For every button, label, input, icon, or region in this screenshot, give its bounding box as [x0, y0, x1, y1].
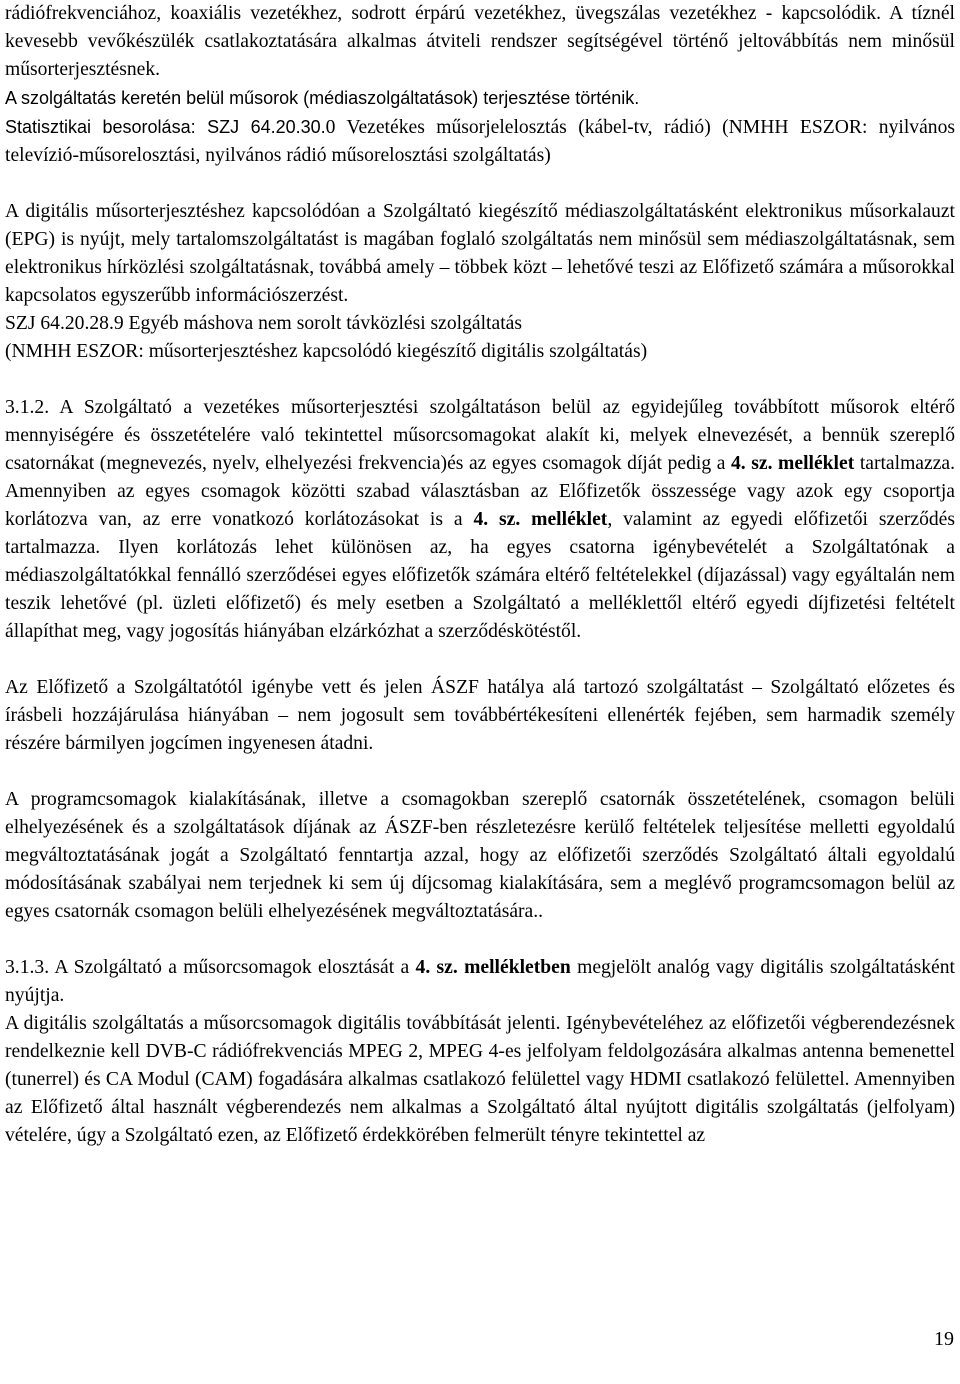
- intro-service-line: A szolgáltatás keretén belül műsorok (médiaszolgáltatások) terjesztése történik.: [5, 88, 640, 108]
- s312-text-1: 3.1.2. A Szolgáltató a vezetékes műsorterjesztési szolgáltatáson belül az egyidejűleg továbbított műsorok eltérő mennyiségére és összetételére való tekintettel műsorcsomagokat alakít ki, melyek elnevezését, a bennük szereplő csatornákat (megnevezés, nyelv, elhelyezési frekvencia)és az egyes csomagok díját pedig a: [5, 397, 955, 474]
- spacer: [5, 758, 955, 786]
- s312-text-3: , valamint az egyedi előfizetői szerződés tartalmazza. Ilyen korlátozás lehet különösen az, ha egyes csatorna igénybevételét a Szolgáltatónak a médiaszolgáltatókkal fennálló szerződései egyes előfizetők számára eltérő feltételekkel (díjazással) vagy egyáltalán nem teszik lehetővé (pl. üzleti előfizető) és mely esetben a Szolgáltató a melléklettől eltérő egyedi díjfizetési feltételt állapíthat meg, vagy jogosítás hiányában elzárkózhat a szerződéskötéstől.: [5, 509, 955, 642]
- spacer: [5, 646, 955, 674]
- page-number: 19: [934, 1328, 954, 1350]
- spacer: [5, 366, 955, 394]
- paragraph-3-1-3: [5, 954, 955, 1150]
- intro-text: rádiófrekvenciához, koaxiális vezetékhez, sodrott érpárú vezetékhez, üvegszálas vezetékhez - kapcsolódik. A tíznél kevesebb vevőkészülék csatlakoztatására alkalmas átviteli rendszer segítségével történő jeltovábbítás nem minősül műsorterjesztésnek.: [5, 3, 955, 80]
- epg-eszor: (NMHH ESZOR: műsorterjesztéshez kapcsolódó kiegészítő digitális szolgáltatás): [5, 341, 648, 362]
- s313-text-3: A digitális szolgáltatás a műsorcsomagok digitális továbbítását jelenti. Igénybevételéhez az előfizetői végberendezésnek rendelkeznie kell DVB-C rádiófrekvenciás MPEG 2, MPEG 4-es jelfolyam feldolgozására alkalmas antenna bemenettel (tunerrel) és CA Modul (CAM) fogadására alkalmas csatlakozó felülettel vagy HDMI csatlakozó felülettel. Amennyiben az Előfizető által használt végberendezés nem alkalmas a Szolgáltató által nyújtott digitális szolgáltatás (jelfolyam) vételére, úgy a Szolgáltató ezen, az Előfizető érdekkörében felmerült tényre tekintettel az: [5, 1013, 955, 1146]
- intro-classification-label: Statisztikai besorolása: SZJ 64.20.30.: [5, 117, 326, 137]
- paragraph-consent: Az Előfizető a Szolgáltatótól igénybe vett és jelen ÁSZF hatálya alá tartozó szolgáltatást – Szolgáltató előzetes és írásbeli hozzájárulása hiányában – nem jogosult sem továbbértékesíteni ellenérték fejében, sem harmadik személy részére bármilyen jogcímen ingyenesen átadni.: [5, 677, 955, 754]
- spacer: [5, 170, 955, 198]
- s313-text-1: 3.1.3. A Szolgáltató a műsorcsomagok elosztását a: [5, 957, 416, 978]
- epg-text: A digitális műsorterjesztéshez kapcsolódóan a Szolgáltató kiegészítő médiaszolgáltatásként elektronikus műsorkalauzt (EPG) is nyújt, mely tartalomszolgáltatást is magában foglaló szolgáltatás nem minősül sem médiaszolgáltatásnak, sem elektronikus hírközlési szolgáltatásnak, továbbá amely – többek közt – lehetővé teszi az Előfizető számára a műsorokkal kapcsolatos egyszerűbb információszerzést.: [5, 201, 955, 306]
- s312-annex-ref-1: 4. sz. melléklet: [730, 453, 855, 474]
- s313-annex-ref: 4. sz. mellékletben: [415, 957, 571, 978]
- paragraph-3-1-2: [5, 394, 955, 646]
- epg-szj: SZJ 64.20.28.9 Egyéb máshova nem sorolt távközlési szolgáltatás: [5, 313, 522, 334]
- s312-text-2: tartalmazza. Amennyiben az egyes csomagok közötti szabad választásban az Előfizetők összessége vagy azok egy csoportja korlátozva van, az erre vonatkozó korlátozásokat is a: [5, 453, 955, 530]
- intro-classification-rest: 0 Vezetékes műsorjelelosztás (kábel-tv, rádió) (NMHH ESZOR: nyilvános televízió-műsorelosztási, nyilvános rádió műsorelosztási szolgáltatás): [5, 117, 955, 166]
- s313-text-2: megjelölt analóg vagy digitális szolgáltatásként nyújtja.: [5, 957, 955, 1006]
- s312-annex-ref-2: 4. sz. melléklet: [473, 509, 608, 530]
- paragraph-packages: A programcsomagok kialakításának, illetve a csomagokban szereplő csatornák összetételének, csomagon belüli elhelyezésének és a szolgáltatások díjának az ÁSZF-ben részletezésre kerülő feltételek teljesítése melletti egyoldalú megváltoztatásának jogát a Szolgáltató fenntartja azzal, hogy az előfizetői szerződés Szolgáltató általi egyoldalú módosításának szabályai nem terjednek ki sem új díjcsomag kialakítására, sem a meglévő programcsomagon belül az egyes csatornák csomagon belüli elhelyezésének megváltoztatására..: [5, 789, 955, 922]
- document-page: [5, 0, 955, 1150]
- spacer: [5, 926, 955, 954]
- paragraph-epg: [5, 198, 955, 366]
- paragraph-intro: [5, 0, 955, 170]
